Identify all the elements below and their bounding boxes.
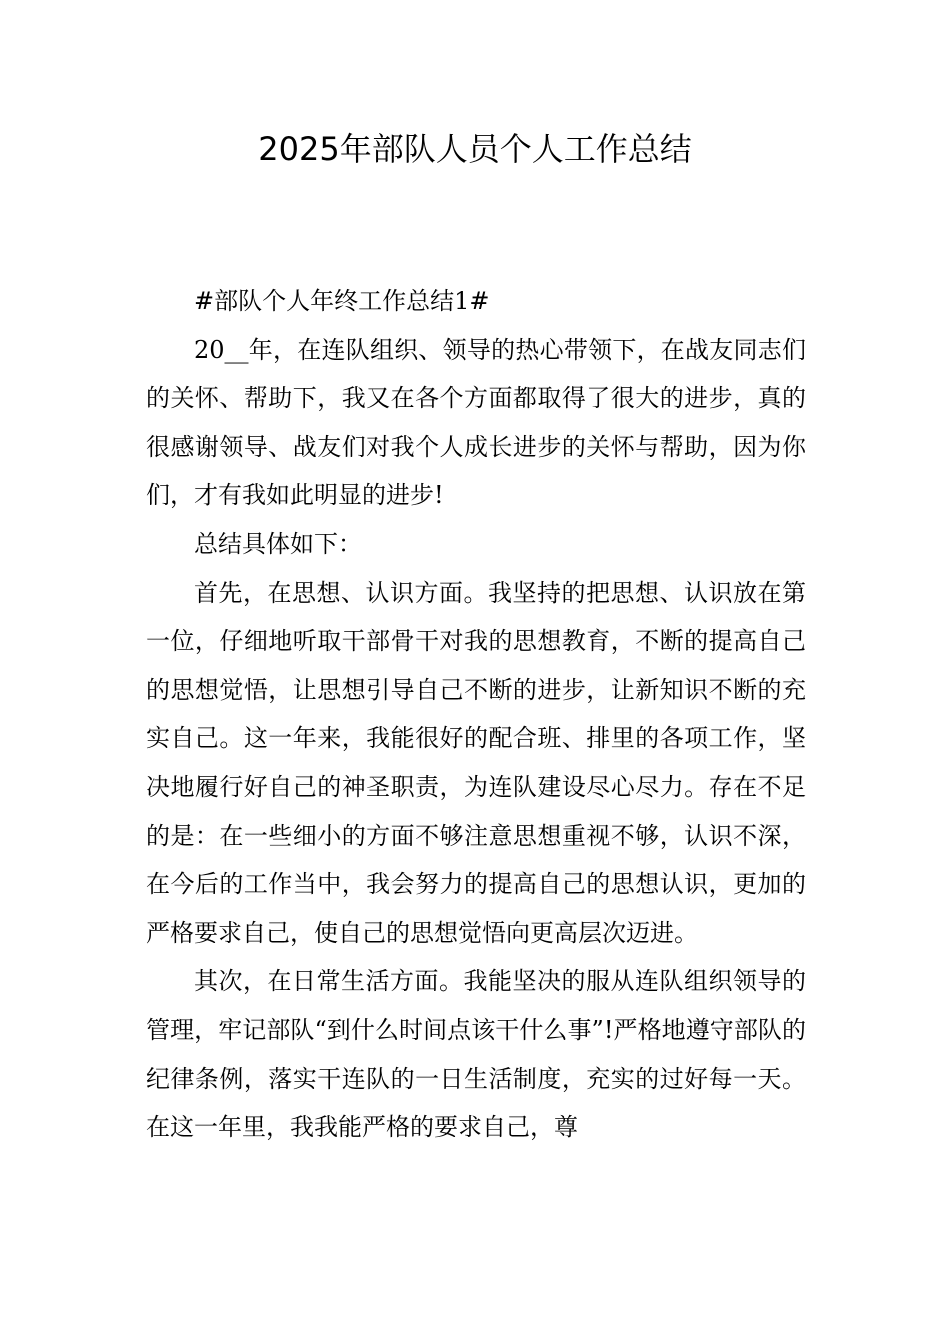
paragraph-summary-lead: 总结具体如下： bbox=[194, 529, 362, 558]
document-body bbox=[146, 277, 806, 1152]
section-heading: #部队个人年终工作总结1# bbox=[194, 287, 490, 315]
paragraph-intro: 20__年，在连队组织、领导的热心带领下，在战友同志们的关怀、帮助下，我又在各个方面都取得了很大的进步，真的很感谢领导、战友们对我个人成长进步的关怀与帮助，因为你们，才有我如此明显的进步! bbox=[146, 335, 806, 510]
paragraph-thought: 首先，在思想、认识方面。我坚持的把思想、认识放在第一位，仔细地听取干部骨干对我的思想教育，不断的提高自己的思想觉悟，让思想引导自己不断的进步，让新知识不断的充实自己。这一年来，我能很好的配合班、排里的各项工作，坚决地履行好自己的神圣职责，为连队建设尽心尽力。存在不足的是：在一些细小的方面不够注意思想重视不够，认识不深，在今后的工作当中，我会努力的提高自己的思想认识，更加的严格要求自己，使自己的思想觉悟向更高层次迈进。 bbox=[146, 578, 806, 947]
paragraph-daily-life: 其次，在日常生活方面。我能坚决的服从连队组织领导的管理，牢记部队“到什么时间点该干什么事”!严格地遵守部队的纪律条例，落实干连队的一日生活制度，充实的过好每一天。在这一年里，我我能严格的要求自己，尊 bbox=[146, 967, 806, 1142]
document-title: 2025年部队人员个人工作总结 bbox=[258, 130, 692, 168]
